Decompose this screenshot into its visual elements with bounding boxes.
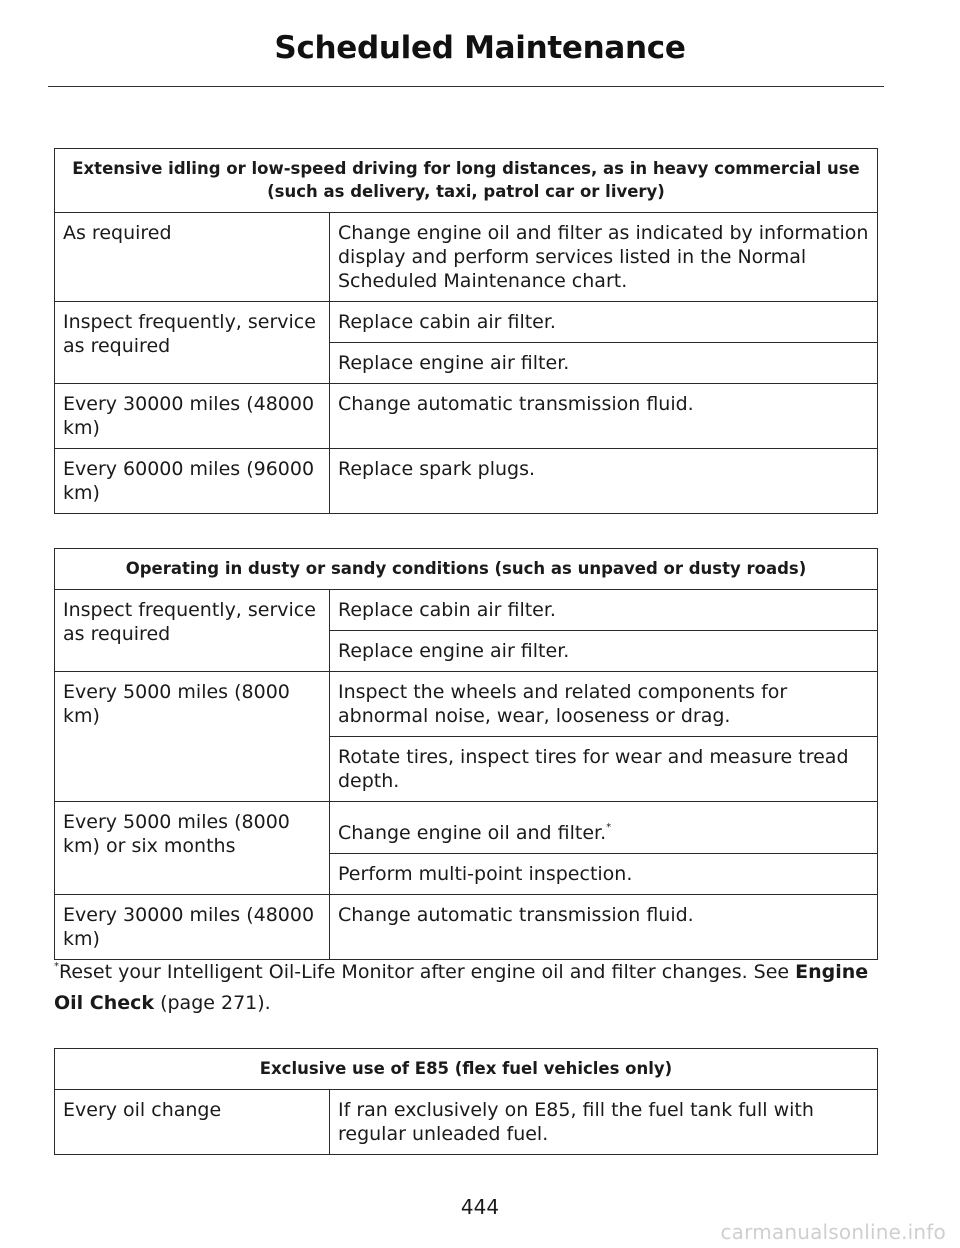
action-cell: Perform multi-point inspection. xyxy=(330,854,878,895)
table-heading: Extensive idling or low-speed driving for long distances, as in heavy commercial use (such as delivery, taxi, patrol car or livery) xyxy=(55,149,878,213)
page-reference: (page 271). xyxy=(154,992,271,1014)
page-number: 444 xyxy=(460,1195,500,1219)
table-row xyxy=(55,802,878,854)
interval-cell: Every 5000 miles (8000 km) or six months xyxy=(55,802,330,895)
table-heading: Exclusive use of E85 (flex fuel vehicles only) xyxy=(55,1049,878,1090)
interval-cell: Every 30000 miles (48000 km) xyxy=(55,384,330,449)
interval-cell: Inspect frequently, service as required xyxy=(55,590,330,672)
table-row xyxy=(55,213,878,302)
table-row xyxy=(55,1090,878,1155)
title-divider xyxy=(48,86,884,87)
action-cell: Rotate tires, inspect tires for wear and measure tread depth. xyxy=(330,737,878,802)
table-heading: Operating in dusty or sandy conditions (such as unpaved or dusty roads) xyxy=(55,549,878,590)
action-cell: Change automatic transmission fluid. xyxy=(330,895,878,960)
action-cell: Change engine oil and filter as indicated by information display and perform services listed in the Normal Scheduled Maintenance chart. xyxy=(330,213,878,302)
action-text: Change engine oil and filter. xyxy=(338,822,607,844)
watermark: carmanualsonline.info xyxy=(720,1220,946,1244)
maintenance-table-dusty-conditions xyxy=(54,548,878,960)
footnote-marker: * xyxy=(606,822,612,833)
action-cell: Replace engine air filter. xyxy=(330,631,878,672)
table-heading-row xyxy=(55,549,878,590)
table-row xyxy=(55,895,878,960)
action-cell xyxy=(330,802,878,854)
interval-cell: Every oil change xyxy=(55,1090,330,1155)
maintenance-table-e85 xyxy=(54,1048,878,1155)
table-row xyxy=(55,384,878,449)
action-cell: Replace cabin air filter. xyxy=(330,590,878,631)
action-cell: If ran exclusively on E85, fill the fuel tank full with regular unleaded fuel. xyxy=(330,1090,878,1155)
engine-oil-check-link[interactable]: Engine Oil Check xyxy=(54,961,869,1014)
interval-cell: Every 30000 miles (48000 km) xyxy=(55,895,330,960)
maintenance-table-heavy-use xyxy=(54,148,878,514)
table-row xyxy=(55,590,878,631)
action-cell: Replace spark plugs. xyxy=(330,449,878,514)
action-cell: Change automatic transmission fluid. xyxy=(330,384,878,449)
table-heading-row xyxy=(55,1049,878,1090)
interval-cell: Every 60000 miles (96000 km) xyxy=(55,449,330,514)
page-title: Scheduled Maintenance xyxy=(274,30,686,66)
footnote-marker: * xyxy=(54,961,59,972)
interval-cell: As required xyxy=(55,213,330,302)
table-row xyxy=(55,672,878,737)
footnote-text: Reset your Intelligent Oil-Life Monitor after engine oil and filter changes. See xyxy=(59,961,796,983)
footnote xyxy=(54,951,884,1019)
interval-cell: Inspect frequently, service as required xyxy=(55,302,330,384)
table-row xyxy=(55,302,878,343)
action-cell: Replace cabin air filter. xyxy=(330,302,878,343)
action-cell: Replace engine air filter. xyxy=(330,343,878,384)
interval-cell: Every 5000 miles (8000 km) xyxy=(55,672,330,802)
table-row xyxy=(55,449,878,514)
table-heading-row xyxy=(55,149,878,213)
action-cell: Inspect the wheels and related components for abnormal noise, wear, looseness or drag. xyxy=(330,672,878,737)
